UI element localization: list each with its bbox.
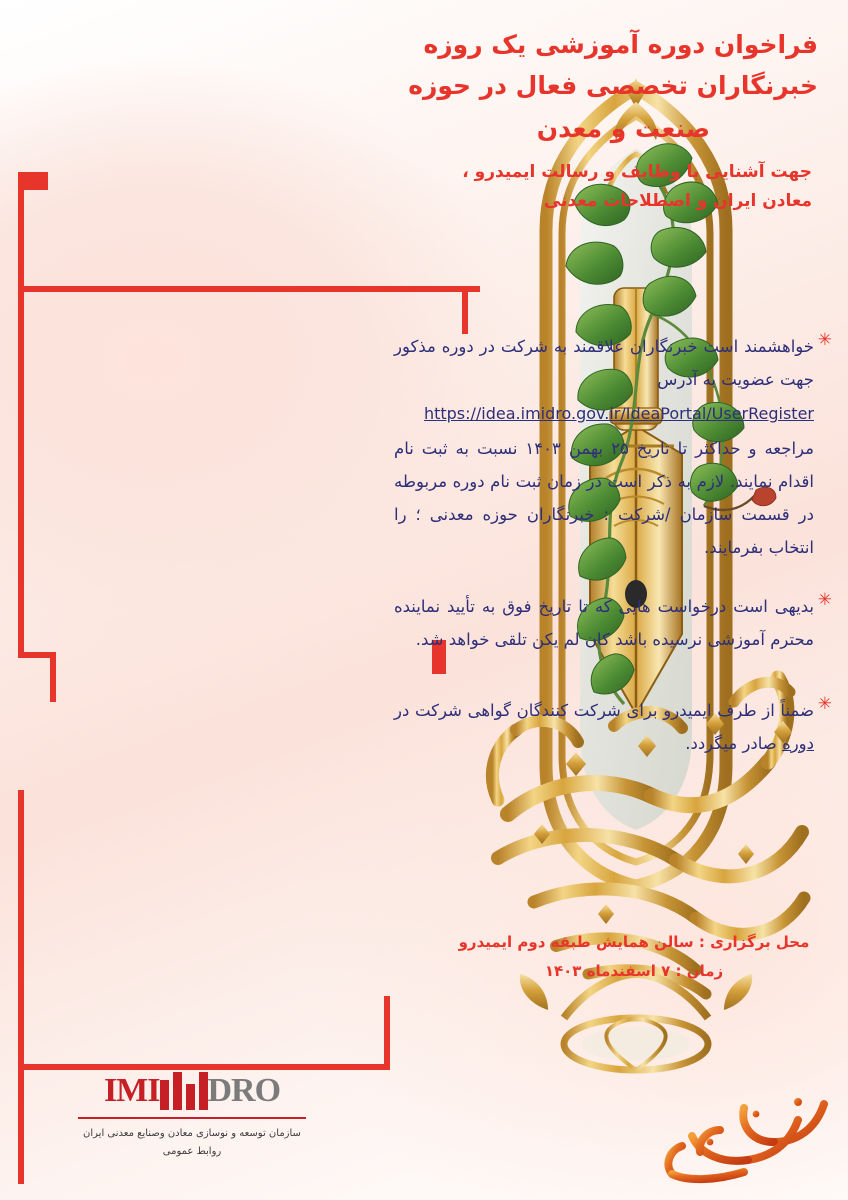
bullet-star-icon: ✳ bbox=[817, 590, 832, 610]
paragraph-1-text-a: خواهشمند است خبرنگاران علاقمند به شرکت در دوره مذکور جهت عضویت به آدرس bbox=[394, 337, 814, 389]
sofheye-eghtesad-logo bbox=[648, 1084, 840, 1192]
frame-line-left-lower bbox=[18, 790, 24, 1070]
frame-line-bottom bbox=[18, 1064, 390, 1070]
logo-subtitle-1: سازمان توسعه و نوسازی معادن وصنایع معدنی ایران bbox=[83, 1128, 301, 1139]
venue-info bbox=[434, 928, 834, 985]
header-subtitle-1: جهت آشنایی با وظایف و رسالت ایمیدرو ، bbox=[462, 162, 812, 183]
paragraph-3-underlined: دوره bbox=[782, 734, 814, 753]
paragraph-3-text-b: صادر میگردد. bbox=[685, 734, 777, 753]
bullet-star-icon: ✳ bbox=[817, 694, 832, 714]
imidro-logo bbox=[74, 1072, 310, 1161]
frame-line-left-foot bbox=[18, 1064, 24, 1184]
header-line-3: صنعت و معدن bbox=[536, 113, 710, 143]
frame-line-middle bbox=[18, 286, 480, 292]
base-ornament bbox=[520, 974, 752, 1070]
bullet-star-icon: ✳ bbox=[817, 330, 832, 350]
venue-time: زمان : ۷ اسفندماه ۱۴۰۳ bbox=[544, 961, 724, 980]
logo-divider bbox=[78, 1117, 306, 1119]
header-line-1: فراخوان دوره آموزشی یک روزه bbox=[423, 30, 818, 59]
frame-line-left-upper bbox=[18, 172, 24, 292]
frame-line-bottom-v bbox=[384, 996, 390, 1070]
paragraph-certificate bbox=[394, 694, 832, 760]
venue-place: محل برگزاری : سالن همایش طبقه دوم ایمیدرو bbox=[458, 933, 810, 951]
paragraph-deadline bbox=[394, 590, 832, 656]
registration-link[interactable]: https://idea.imidro.gov.ir/IdeaPortal/UserRegister bbox=[423, 404, 814, 423]
frame-line-left-mid bbox=[18, 286, 24, 658]
logo-text-imi: IMI bbox=[103, 1072, 160, 1109]
poster-header bbox=[258, 26, 818, 216]
paragraph-registration bbox=[394, 330, 832, 564]
header-line-2: خبرنگاران تخصصی فعال در حوزه bbox=[408, 70, 818, 100]
logo-subtitle-2: روابط عمومی bbox=[162, 1146, 222, 1157]
header-subtitle-2: معادن ایران و اصطلاحات معدنی bbox=[543, 191, 812, 212]
frame-line-notch-v bbox=[50, 652, 56, 702]
paragraph-2-text: بدیهی است درخواست هایی که تا تاریخ فوق به تأیید نماینده محترم آموزشی نرسیده باشد کان لم یکن تلقی خواهد شد. bbox=[394, 597, 814, 649]
logo-bars-icon bbox=[160, 1072, 208, 1110]
paragraph-1-text-b: مراجعه و حداکثر تا تاریخ ۲۵ بهمن ۱۴۰۳ نسبت به ثبت نام اقدام نمایند. لازم به ذکر است در زمان ثبت نام دوره مربوطه در قسمت سازمان /شرکت : خبرنگاران حوزه معدنی ؛ را انتخاب بفرمایند. bbox=[394, 439, 814, 557]
paragraph-3-text-a: ضمناً از طرف ایمیدرو برای شرکت کنندگان گواهی شرکت در bbox=[394, 701, 814, 720]
logo-text-dro: DRO bbox=[207, 1072, 281, 1109]
poster-body bbox=[394, 330, 832, 786]
